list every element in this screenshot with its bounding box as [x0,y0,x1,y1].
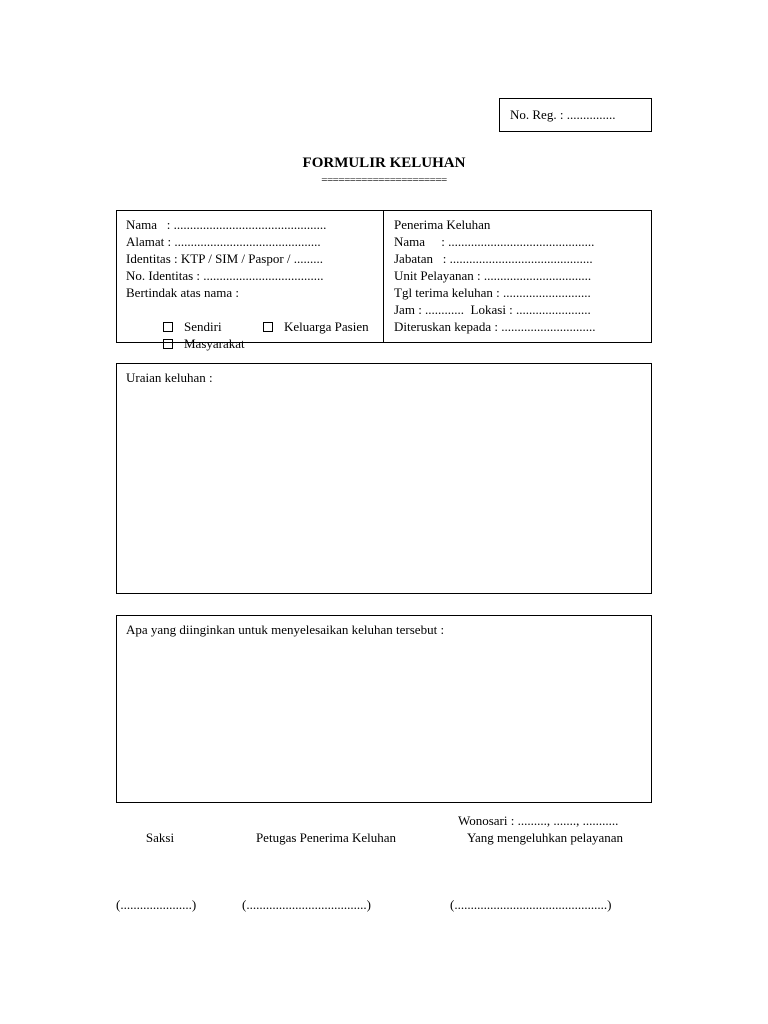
witness-signature-line[interactable]: (......................) [116,897,197,912]
complaint-description-label: Uraian keluhan : [126,370,213,385]
receiver-position-field[interactable]: Jabatan : ............................................ [394,251,593,266]
form-title: FORMULIR KELUHAN [302,155,466,171]
complainant-identity-field[interactable]: Identitas : KTP / SIM / Paspor / ......... [126,251,324,266]
complainant-signature-label: Yang mengeluhkan pelayanan [466,830,624,845]
acting-on-behalf-label: Bertindak atas nama : [126,285,239,300]
keluarga-checkbox[interactable] [263,322,273,332]
receiver-name-field[interactable]: Nama : ............................................. [394,234,595,249]
complainant-id-number-field[interactable]: No. Identitas : ..................................... [126,268,324,283]
reg-number-field[interactable]: No. Reg. : ............... [510,107,616,122]
service-unit-field[interactable]: Unit Pelayanan : ................................. [394,268,592,283]
receipt-date-field[interactable]: Tgl terima keluhan : ........................... [394,285,591,300]
complainant-address-field[interactable]: Alamat : ............................................. [126,234,321,249]
receiver-heading: Penerima Keluhan [394,217,491,232]
complaint-description-box[interactable] [116,363,652,594]
officer-label: Petugas Penerima Keluhan [255,830,397,845]
option-masyarakat[interactable] [150,318,245,369]
complainant-name-field[interactable]: Nama : ............................................... [126,217,327,232]
table-divider [383,211,384,342]
forwarded-to-field[interactable]: Diteruskan kepada : ............................. [394,319,596,334]
complainant-signature-line[interactable]: (...............................................) [450,897,612,912]
keluarga-label: Keluarga Pasien [284,319,369,334]
masyarakat-label: Masyarakat [184,336,245,351]
sendiri-label: Sendiri [184,319,222,334]
identity-table [116,210,652,351]
time-location-field[interactable]: Jam : ............ Lokasi : ....................... [394,302,591,317]
place-date-field[interactable]: Wonosari : ........., ......., ........... [458,813,619,828]
title-underline: ====================== [321,174,447,186]
masyarakat-checkbox[interactable] [163,339,173,349]
reg-number-box [499,98,652,132]
option-keluarga-pasien[interactable] [250,301,369,352]
desired-resolution-box[interactable] [116,615,652,803]
officer-signature-line[interactable]: (.....................................) [242,897,371,912]
witness-label: Saksi [145,830,175,845]
desired-resolution-label: Apa yang diinginkan untuk menyelesaikan keluhan tersebut : [126,622,445,637]
